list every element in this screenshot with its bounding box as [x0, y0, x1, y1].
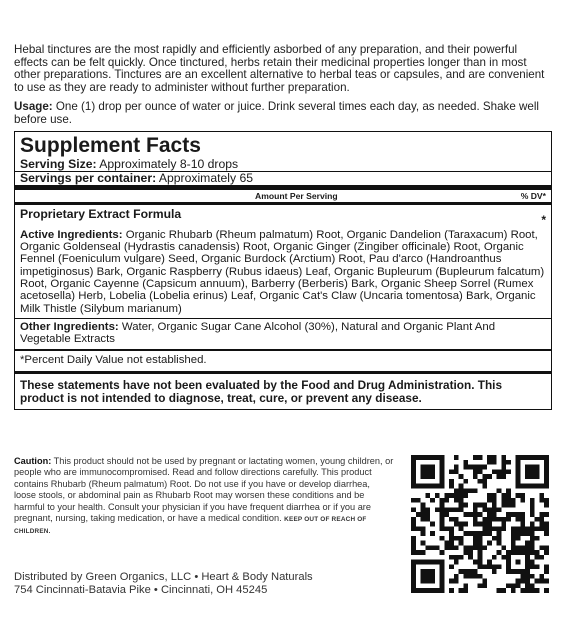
amount-header-row: [15, 190, 551, 202]
qr-code-icon: [411, 455, 549, 593]
active-ingredients: [15, 227, 551, 318]
caution-paragraph: [14, 456, 394, 538]
distributor-info: [14, 571, 313, 596]
servings-per-container-row: [15, 172, 551, 185]
serving-size-row: [15, 158, 551, 171]
usage-label: Usage:: [14, 100, 53, 114]
usage-text: One (1) drop per ounce of water or juice. Drink several times each day, as needed. Shake well before use.: [14, 100, 539, 126]
other-ingredients: [15, 319, 551, 349]
proprietary-formula-label: Proprietary Extract Formula: [20, 206, 182, 221]
amount-per-serving-header: Amount Per Serving: [255, 191, 338, 202]
active-ingredients-label: Active Ingredients:: [20, 228, 123, 241]
intro-paragraph: Hebal tinctures are the most rapidly and efficiently asborbed of any preparation, and their powerful effects can be felt quickly. Once tinctured, herbs retain their medicinal properties longer than in most other preparations. Tinctures are an excellent alternative to herbal teas or capsules, and are convenient to use as they are ready to administer without further preparation.: [14, 43, 545, 94]
other-ingredients-text: Water, Organic Sugar Cane Alcohol (30%), Natural and Organic Plant And Vegetable Extracts: [20, 320, 496, 346]
supplement-facts-panel: [14, 131, 552, 410]
serving-size-value: Approximately 8-10 drops: [96, 156, 239, 171]
dv-header: % DV*: [520, 191, 546, 202]
label-page: [14, 44, 554, 410]
caution-text: This product should not be used by pregnant or lactating women, young children, or people who are immunocompromised. Read and follow directions carefully. This product contains Rhubarb (Rheum palmatum) Root. Do not use if you have or develop diarrhea, loose stools, or abdominal pain as Rhubarb Root may worsen these conditions and be harmful to your health. Consult your physician if you have frequent diarrhea or if you are pregnant, nursing, taking medication, or have a medical condition.: [14, 456, 394, 524]
usage-paragraph: [14, 101, 554, 126]
other-ingredients-label: Other Ingredients:: [20, 320, 119, 333]
servings-value: Approximately 65: [156, 170, 254, 185]
keep-out-of-reach: KEEP OUT OF REACH OF CHILDREN.: [14, 516, 367, 536]
active-ingredients-text: Organic Rhubarb (Rheum palmatum) Root, Organic Dandelion (Taraxacum) Root, Organic Goldenseal (Hydrastis canadensis) Root, Organic Ginger (Zingiber officinale) Root, Organic Fennel (Foeniculum vulgare) Seed, Organic Burdock (Arctium) Root, Pau d'arco (Handroanthus impetiginosus) Bark, Organic Raspberry (Rubus idaeus) Leaf, Organic Bupleurum (Bupleurum falcatum) Root, Organic Cayenne (Capsicum annuum), Barberry (Berberis) Bark, Organic Sheep Sorrel (Rumex acetosella) Herb, Lobelia (Lobelia erinus) Leaf, Organic Cat's Claw (Uncaria tomentosa) Bark, Organic Milk Thistle (Silybum marianum): [20, 228, 545, 315]
percent-daily-value-note: *Percent Daily Value not established.: [20, 354, 207, 367]
serving-size-label: Serving Size:: [20, 156, 97, 171]
proprietary-row: [15, 205, 551, 227]
proprietary-dv: *: [541, 212, 546, 227]
caution-block: [14, 456, 394, 538]
distributor-line-2: 754 Cincinnati-Batavia Pike • Cincinnati, OH 45245: [14, 583, 268, 596]
servings-label: Servings per container:: [20, 170, 157, 185]
caution-label: Caution:: [14, 456, 52, 466]
distributor-line-1: Distributed by Green Organics, LLC • Heart & Body Naturals: [14, 571, 313, 583]
fda-statement: These statements have not been evaluated by the Food and Drug Administration. This product is not intended to diagnose, treat, cure, or prevent any disease.: [20, 377, 503, 405]
supplement-facts-title: Supplement Facts: [20, 133, 201, 157]
